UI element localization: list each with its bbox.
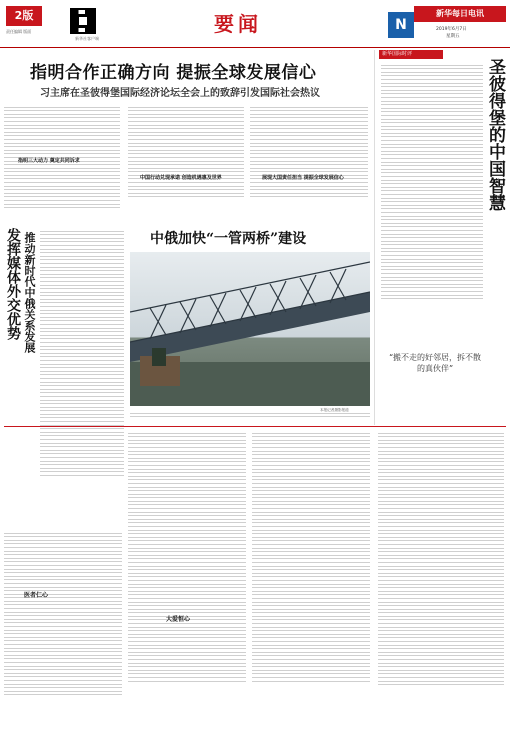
brand-strip: 新华每日电讯: [414, 6, 506, 22]
page-number-badge: 2版: [6, 6, 42, 26]
lead-subhead-3: 展现大国责任担当 提振全球发展信心: [262, 175, 344, 181]
lower-left-article: [4, 530, 122, 730]
lower-subhead-2: 大爱恒心: [166, 616, 191, 623]
left-feature-title: 发挥媒体外交优势: [5, 228, 21, 340]
commentary-body: [381, 62, 483, 342]
lead-subheadline: 习主席在圣彼得堡国际经济论坛全会上的致辞引发国际社会热议: [40, 88, 320, 99]
commentary-column: [374, 50, 506, 425]
qr-caption: 新华社客户端: [75, 36, 99, 41]
lower-mid-article-col1: [128, 430, 246, 730]
lead-subhead-1: 指明三大动力 奠定共同诉求: [18, 158, 80, 164]
left-feature-title-secondary: 推动新时代中俄关系发展: [23, 232, 36, 353]
commentary-title: 圣彼得堡的中国智慧: [485, 58, 505, 211]
section-title: 要闻: [214, 12, 262, 36]
issue-weekday: 星期五: [446, 34, 460, 39]
issue-date: 2019年6月7日: [436, 27, 467, 32]
bridge-photo: [130, 252, 370, 406]
lower-mid-article-col2: [252, 430, 370, 730]
bridge-illustration: [130, 252, 370, 406]
commentary-quote: “搬不走的好邻居，拆不散的真伙伴”: [388, 353, 482, 373]
left-feature-body: [40, 228, 124, 528]
lower-subhead-1: 医者仁心: [24, 592, 49, 599]
lead-subhead-2: 中国行动兑现承诺 创造机遇惠及世界: [140, 175, 222, 181]
photo-credit: 本报记者摄影报道: [320, 408, 349, 412]
editor-caption: 责任编辑 版面: [6, 29, 32, 34]
newspaper-logo-icon: N: [388, 12, 414, 38]
photo-story-title: 中俄加快“一管两桥”建设: [150, 231, 307, 247]
lower-right-article: [378, 430, 504, 730]
commentary-label: 新华国际时评: [379, 50, 443, 59]
qr-code-icon: [70, 8, 96, 34]
lead-article-col2: [128, 104, 244, 216]
lead-article-col3: [250, 104, 368, 216]
masthead: [0, 0, 510, 48]
section-divider: [4, 426, 506, 427]
lead-headline: 指明合作正确方向 提振全球发展信心: [30, 63, 317, 83]
